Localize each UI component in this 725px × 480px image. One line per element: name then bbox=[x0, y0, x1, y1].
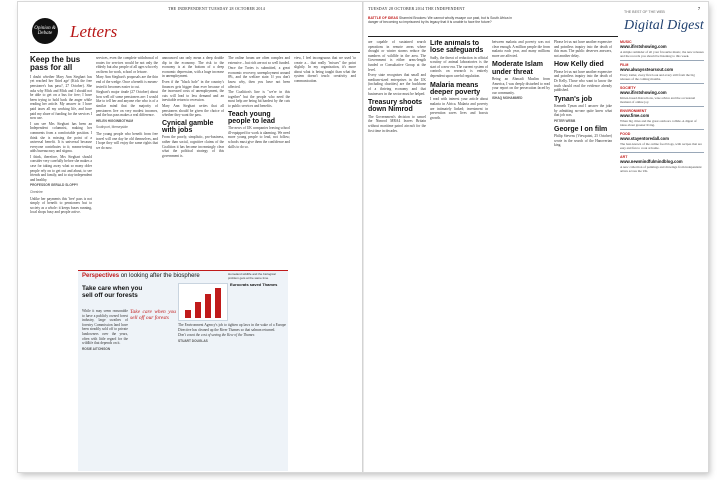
battle-of-ideas-header: BATTLE OF IDEAS Sharmini Brookes: We cannot wholly escape our past, but is South Africa in danger of becoming so imprisoned by its legacy that it is unable to face the future? bbox=[368, 16, 513, 25]
letter-signature: ISHAQ MOHAMMED bbox=[492, 96, 523, 101]
right-header-rule bbox=[368, 36, 618, 37]
letter-paragraph: Once the Tories is submitted, a great economic recovery, unemployment around 8%, and the welfare state. If you don't know why, then you have not been affected. bbox=[228, 66, 290, 89]
perspectives-panel bbox=[78, 270, 288, 471]
digest-item bbox=[620, 86, 704, 107]
letter-headline-cynical-gamble: Cynical gamble with jobs bbox=[162, 119, 214, 135]
letter-paragraph: The young people who benefit from free travel will one day be old themselves, and I hope they will enjoy the same rights that we do now. bbox=[96, 131, 158, 150]
left-folio: THE INDEPENDENT TUESDAY 28 OCTOBER 2014 bbox=[168, 6, 265, 11]
letters-column-2 bbox=[96, 56, 158, 268]
right-column-4: Please let us not have another expensive and pointless inquiry into the death of this man. The public deserves answers, not another delay. How Kelly died Please let us not have another expensive and pointless inquiry into the death of Dr Kelly. Those who want to know the truth should read the evidence already published. Tynan's job Kenneth Tynan and I answer the joke by admitting no-one quite knew what that job was. PETER WEBB George I on film Philip Stevens (Viewpoint, 25 October) wrote in the search of the Hanoverian king. bbox=[554, 40, 612, 148]
perspectives-signature: ROSIE AITCHISON bbox=[82, 346, 111, 351]
headline-tynans-job: Tynan's job bbox=[554, 95, 593, 103]
perspectives-sub-body: The Environment Agency's job to tighten up laws in the wake of a Europe Directive has cleaned up the River Thames so that salmon returned. Don't count the cost of saving the Kew of the Thames STUART DOUGLAS bbox=[178, 323, 286, 343]
letter-paragraph: The Coalition's line is "we're in this together" but the people who need the most help are being hit hardest by the cuts to public services and benefits. bbox=[228, 90, 290, 108]
letter-paragraph: I doubt whether Mary Ann Sieghart has yet reached her 'third age' (Kick the free pensioner's bus pass?, 27 October). She asks why Mick and Mick and I should not be able to get on a bus for free; I have been trying to hold back the anger while reading her article. My answer is: I have paid taxes all my working life, and have paid my share of funding for the services I now use. bbox=[30, 74, 92, 121]
digest-url[interactable]: www.fime.com bbox=[620, 113, 650, 118]
letter-signature: PETER WEBB bbox=[554, 118, 576, 123]
headline-moderate-islam: Moderate Islam under threat bbox=[492, 61, 543, 76]
perspectives-body-col2 bbox=[130, 309, 176, 467]
letter-paragraph: announced can only mean a deep double dip in the economy. The risk to the economy is at the bottom of a deep economic depression, with a huge increase in unemployment. bbox=[162, 56, 224, 79]
header-rule bbox=[30, 52, 360, 53]
right-folio: TUESDAY 28 OCTOBER 2014 THE INDEPENDENT bbox=[368, 6, 466, 11]
letter-paragraph: Sieghart's major tirade (27 October) about how well off some pensioners are: I would like to tell her and anyone else who is of a similar mind that the majority of pensioners live on very modest incomes, and the bus pass makes a real difference. bbox=[96, 90, 158, 118]
perspectives-strap: Homeland wildlife and the biological problem gets at the same time bbox=[228, 272, 276, 280]
letter-signature: HELEN HIGGINBOTHAM bbox=[96, 118, 134, 123]
perspectives-body-col1: While it may seem reasonable to have a publicly owned forest industry, large swathes of forestry Commission land have been steadily sold off to private landowners over the years, often with little regard for the wildlife that depends on it. ROSIE AITCHISON bbox=[82, 309, 128, 351]
digest-page bbox=[364, 2, 708, 472]
digest-section: FOOD bbox=[620, 132, 631, 136]
digest-item bbox=[620, 109, 704, 130]
digest-kicker: THE BEST OF THE WEB bbox=[624, 10, 665, 14]
letters-column-5 bbox=[294, 56, 356, 468]
pull-quote: Take care when you sell off our forests bbox=[130, 309, 176, 322]
headline-treasury-nimrod: Treasury shoots down Nimrod bbox=[368, 99, 423, 114]
perspectives-title: Perspectives on looking after the biosphere bbox=[82, 273, 200, 279]
digest-url[interactable]: www.ifirstshowing.com bbox=[620, 44, 667, 49]
digest-url[interactable]: www.ifirstshowing.com bbox=[620, 90, 667, 95]
letter-paragraph: Even if the "black hole" in the country's finances gets bigger than ever because of the increased costs of unemployment, the cuts will lead to less demand and an inevitable return to recession. bbox=[162, 79, 224, 103]
digest-section: MUSIC bbox=[620, 40, 632, 44]
letter-location: Cheshire bbox=[30, 190, 43, 195]
digest-url[interactable]: www.stayentoredall.com bbox=[620, 136, 669, 141]
letters-column-3 bbox=[162, 56, 224, 268]
digital-digest-title: Digital Digest bbox=[624, 18, 704, 33]
perspectives-sub-signature: STUART DOUGLAS bbox=[178, 338, 208, 343]
right-column-1: are capable of sustained search operations in remote areas where drought or winter storms reduce the numbers of wildlife in the area. The Government is either arms-length funded or Consultative Group at the level. Every state recognises that small and medium-sized enterprises in the UK (including charities) are the backbone of a thriving economy and that businesses in the sector must be helped. Treasury shoots down Nimrod The Government's decision to cancel the Nimrod MRA4 leaves Britain without maritime patrol aircraft for the first time in decades. bbox=[368, 40, 426, 133]
letter-headline-bus-pass: Keep the bus pass for all bbox=[30, 56, 81, 73]
letters-column-4 bbox=[228, 56, 290, 268]
digest-item bbox=[620, 63, 704, 84]
headline-malaria: Malaria means deeper poverty bbox=[430, 81, 481, 96]
digest-item bbox=[620, 132, 704, 153]
letter-headline-teach-young: Teach young people to lead bbox=[228, 110, 276, 125]
digest-blurb: When big cities and the great outdoors collide. A digest of ideas about greener living. bbox=[620, 119, 697, 127]
newspaper-spread bbox=[18, 2, 708, 472]
digest-section: ENVIRONMENT bbox=[620, 109, 647, 113]
right-column-3: between malaria and poverty was not clear enough. A million people die from malaria each year, and many millions more are affected. Moderate Islam under threat Being an Ahmadi Muslim from America, I was deeply disturbed to read your report on the persecution faced by our community. ISHAQ MOHAMMED bbox=[492, 40, 550, 101]
digest-blurb: The best-known of the online food blogs, with recipes that are easy and fun to cook at home. bbox=[620, 142, 702, 150]
digest-section: ART bbox=[620, 155, 628, 159]
opinion-debate-badge: Opinion & Debate bbox=[32, 18, 58, 44]
letters-page bbox=[18, 2, 362, 472]
letter-paragraph: I think, therefore, Mrs Sieghart should consider very carefully before she makes a case for taking away what so many older people rely on to get out and about, to see friends and family, and to stay independent and healthy. bbox=[30, 154, 92, 182]
digest-url[interactable]: www.alwaysstearsout.com bbox=[620, 67, 674, 72]
digest-section: SOCIETY bbox=[620, 86, 636, 90]
digest-url[interactable]: www.newmindfulmindblog.com bbox=[620, 159, 683, 164]
perspectives-caption: Don't count the cost of saving the Kew of the Thames bbox=[178, 333, 255, 338]
digest-blurb: A new collection of paintings and drawings from independent artists across the UK. bbox=[620, 165, 702, 173]
headline-george-on-film: George I on film bbox=[554, 125, 608, 133]
page-number: 7 bbox=[698, 6, 701, 11]
letter-signature: PROFESSOR GERALD SLOPPY bbox=[30, 183, 79, 188]
letter-paragraph: Unlike her payments this 'free' pass is not simply of benefit to pensioners but to society as a whole: it keeps buses running, local shops busy and people active. bbox=[30, 196, 92, 215]
headline-life-animals: Life animals to lose safeguards bbox=[430, 40, 484, 55]
illustration-box bbox=[178, 283, 228, 321]
letter-paragraph: The online forum are often complex and extensive – but rich are not so well funded. bbox=[228, 56, 290, 65]
letter-paragraph: The news of UK companies leaving school ill-equipped for work is alarming. We need more young people to lead, not follow; schools must give them the confidence and skills to do so. bbox=[228, 126, 290, 149]
digest-blurb: A simple reminder of all your favourite music, the new releases and the records you should be listening to this week. bbox=[620, 50, 704, 58]
digest-section: FILM bbox=[620, 63, 629, 67]
letter-paragraph: Mary Ann Sieghart writes that all pensioners should be given the choice of whether they want the pass. bbox=[162, 103, 224, 118]
digest-item bbox=[620, 40, 704, 61]
digest-item bbox=[620, 155, 704, 173]
letter-paragraph: From the poorly, simplistic, pro-business, rather than social, cognitive claims of the Coalition it has become increasingly clear what the political strategy of this government is. bbox=[162, 135, 224, 158]
perspectives-headline: Take care when you sell off our forests bbox=[82, 285, 143, 299]
letters-section-title: Letters bbox=[70, 22, 118, 41]
letter-paragraph: Mary Ann Sieghart's proposals are the thin end of the wedge. Once a benefit is means-tested it becomes easier to cut. bbox=[96, 75, 158, 89]
headline-how-kelly-died: How Kelly died bbox=[554, 61, 604, 69]
right-column-2: Life animals to lose safeguards Sadly, the threat of reduction in official scrutiny of animal laboratories is the start of a new era. The current system of controls on research is entirely dependent upon careful regulation. Malaria means deeper poverty I read with interest your article about malaria in Africa. Malaria and poverty are intimately linked; investment in prevention saves lives and boosts growth. bbox=[430, 40, 488, 120]
digest-blurb: Kitten-based distractions, wise advice and the occasional moment of online joy. bbox=[620, 96, 696, 104]
digital-digest-list bbox=[620, 38, 704, 468]
digest-blurb: Every trailer, every first look and every still from the big releases of the coming months. bbox=[620, 73, 695, 81]
letter-paragraph: I can see Mrs Sieghart has been an Independent columnist, making her comments from a comfortable position. I think she is missing the point of a universal benefit. It is universal because everyone contributes to it; means-testing adds bureaucracy and stigma. bbox=[30, 121, 92, 154]
letter-paragraph: services, even the complete withdrawal of routes for services would be not only the elderly but also people of all ages who rely on them for work, school or leisure. bbox=[96, 56, 158, 74]
perspectives-sub-headline: Eurocrats saved Thames bbox=[230, 282, 278, 287]
letter-location: Southport, Merseyside bbox=[96, 125, 128, 130]
letter-paragraph: view, I feel incongruous that we used 'to create a... that really "misses" the point slightly. In my organisation, it's more about what is being taught than what the system doesn't teach: creativity and communication. bbox=[294, 56, 356, 83]
